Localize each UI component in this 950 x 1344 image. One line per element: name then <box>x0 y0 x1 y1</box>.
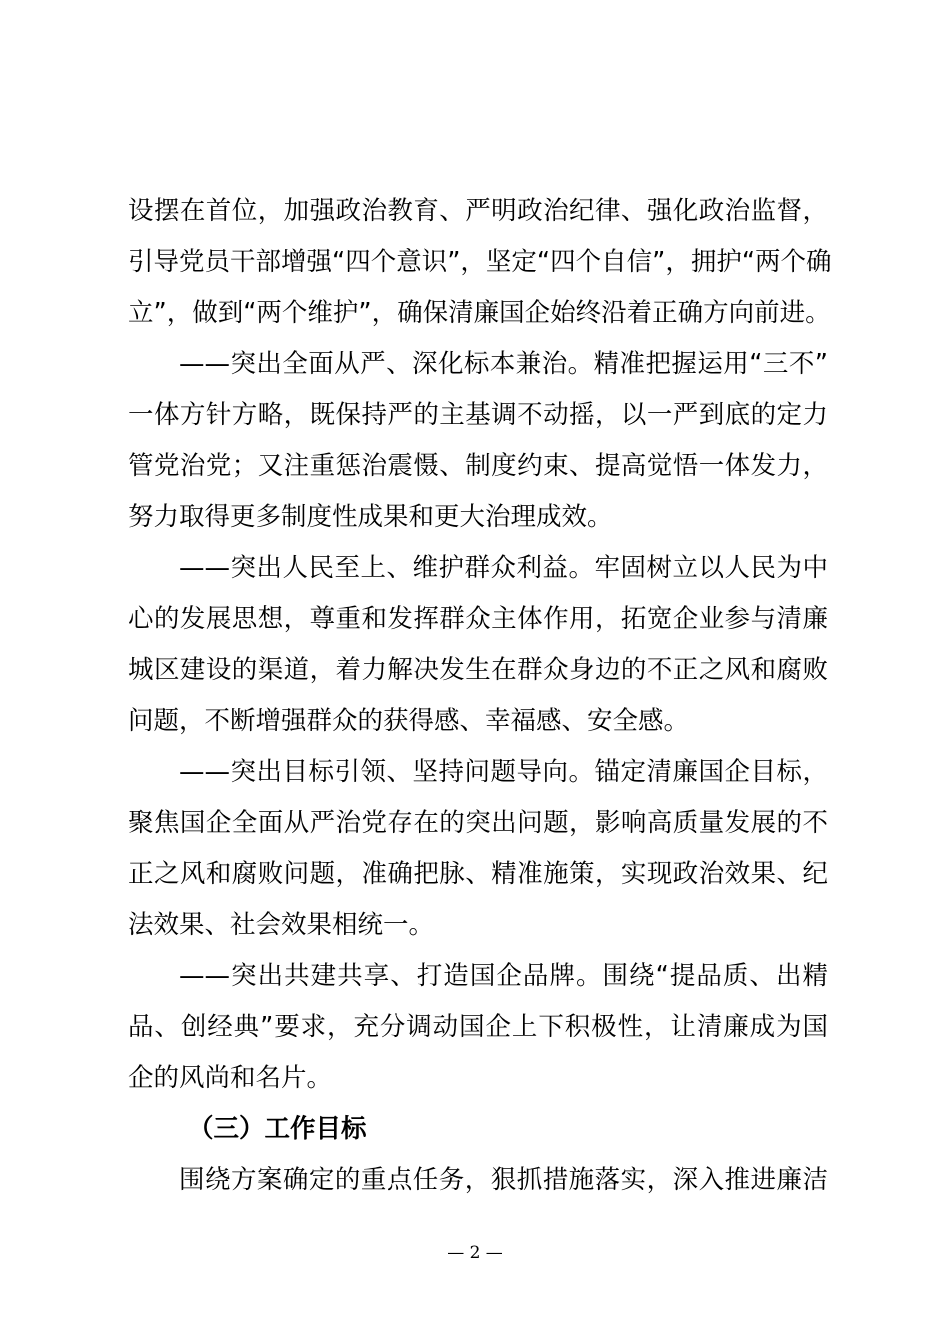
paragraph-start-line: ——突出目标引领、坚持问题导向。锚定清廉国企目标， <box>179 757 828 787</box>
text-line: 管党治党；又注重惩治震慑、制度约束、提高觉悟一体发力， <box>128 451 828 481</box>
text-line: 企的风尚和名片。 <box>128 1063 333 1093</box>
paragraph-start-line: ——突出人民至上、维护群众利益。牢固树立以人民为中 <box>179 553 828 583</box>
section-heading: （三）工作目标 <box>188 1114 367 1144</box>
text-line: 品、创经典”要求，充分调动国企上下积极性，让清廉成为国 <box>128 1012 828 1042</box>
text-line: 法效果、社会效果相统一。 <box>128 910 435 940</box>
text-line: 问题，不断增强群众的获得感、幸福感、安全感。 <box>128 706 690 736</box>
text-line: 引导党员干部增强“四个意识”，坚定“四个自信”，拥护“两个确 <box>128 247 832 277</box>
text-line: 城区建设的渠道，着力解决发生在群众身边的不正之风和腐败 <box>128 655 828 685</box>
text-line: 正之风和腐败问题，准确把脉、精准施策，实现政治效果、纪 <box>128 859 828 889</box>
text-line: 心的发展思想，尊重和发挥群众主体作用，拓宽企业参与清廉 <box>128 604 828 634</box>
page-number: — 2 — <box>447 1243 503 1263</box>
paragraph-start-line: ——突出共建共享、打造国企品牌。围绕“提品质、出精 <box>179 961 828 991</box>
text-line: 聚焦国企全面从严治党存在的突出问题，影响高质量发展的不 <box>128 808 828 838</box>
text-line: 努力取得更多制度性成果和更大治理成效。 <box>128 502 613 532</box>
text-line: 设摆在首位，加强政治教育、严明政治纪律、强化政治监督， <box>128 196 828 226</box>
text-line: 一体方针方略，既保持严的主基调不动摇，以一严到底的定力 <box>128 400 828 430</box>
paragraph-start-line: ——突出全面从严、深化标本兼治。精准把握运用“三不” <box>179 349 828 379</box>
body-text <box>128 186 832 1206</box>
text-line: 立”，做到“两个维护”，确保清廉国企始终沿着正确方向前进。 <box>128 298 831 328</box>
paragraph-start-line: 围绕方案确定的重点任务，狠抓措施落实，深入推进廉洁 <box>179 1165 828 1195</box>
